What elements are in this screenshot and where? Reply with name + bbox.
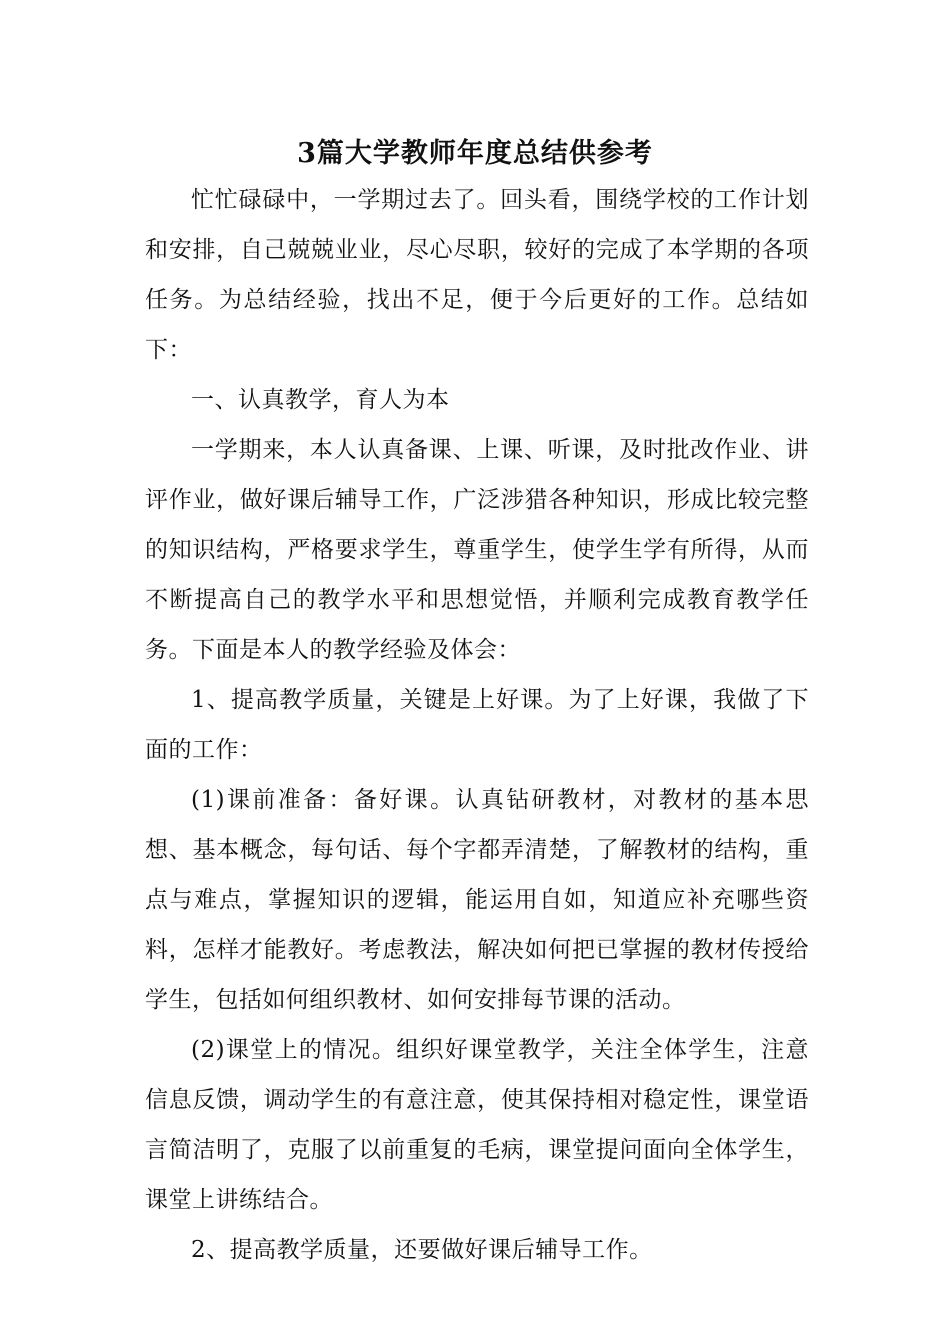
- paragraph-intro: 忙忙碌碌中，一学期过去了。回头看，围绕学校的工作计划和安排，自己兢兢业业，尽心尽职，较好的完成了本学期的各项任务。为总结经验，找出不足，便于今后更好的工作。总结如下：: [145, 187, 809, 363]
- paragraph-point-1: 1、提高教学质量，关键是上好课。为了上好课，我做了下面的工作：: [145, 687, 809, 763]
- paragraph-point-1-2: (2)课堂上的情况。组织好课堂教学，关注全体学生，注意信息反馈，调动学生的有意注意，使其保持相对稳定性，课堂语言简洁明了，克服了以前重复的毛病，课堂提问面向全体学生，课堂上讲练结合。: [145, 1037, 809, 1213]
- section-heading: 一、认真教学，育人为本: [191, 387, 450, 413]
- document-title: 3篇大学教师年度总结供参考: [297, 138, 653, 169]
- paragraph-point-2: 2、提高教学质量，还要做好课后辅导工作。: [191, 1237, 653, 1263]
- paragraph-teaching: 一学期来，本人认真备课、上课、听课，及时批改作业、讲评作业，做好课后辅导工作，广泛涉猎各种知识，形成比较完整的知识结构，严格要求学生，尊重学生，使学生学有所得，从而不断提高自己的教学水平和思想觉悟，并顺利完成教育教学任务。下面是本人的教学经验及体会：: [145, 437, 809, 663]
- paragraph-point-1-1: (1)课前准备：备好课。认真钻研教材，对教材的基本思想、基本概念，每句话、每个字都弄清楚，了解教材的结构，重点与难点，掌握知识的逻辑，能运用自如，知道应补充哪些资料，怎样才能教好。考虑教法，解决如何把已掌握的教材传授给学生，包括如何组织教材、如何安排每节课的活动。: [145, 787, 809, 1013]
- document-body: [145, 175, 809, 1275]
